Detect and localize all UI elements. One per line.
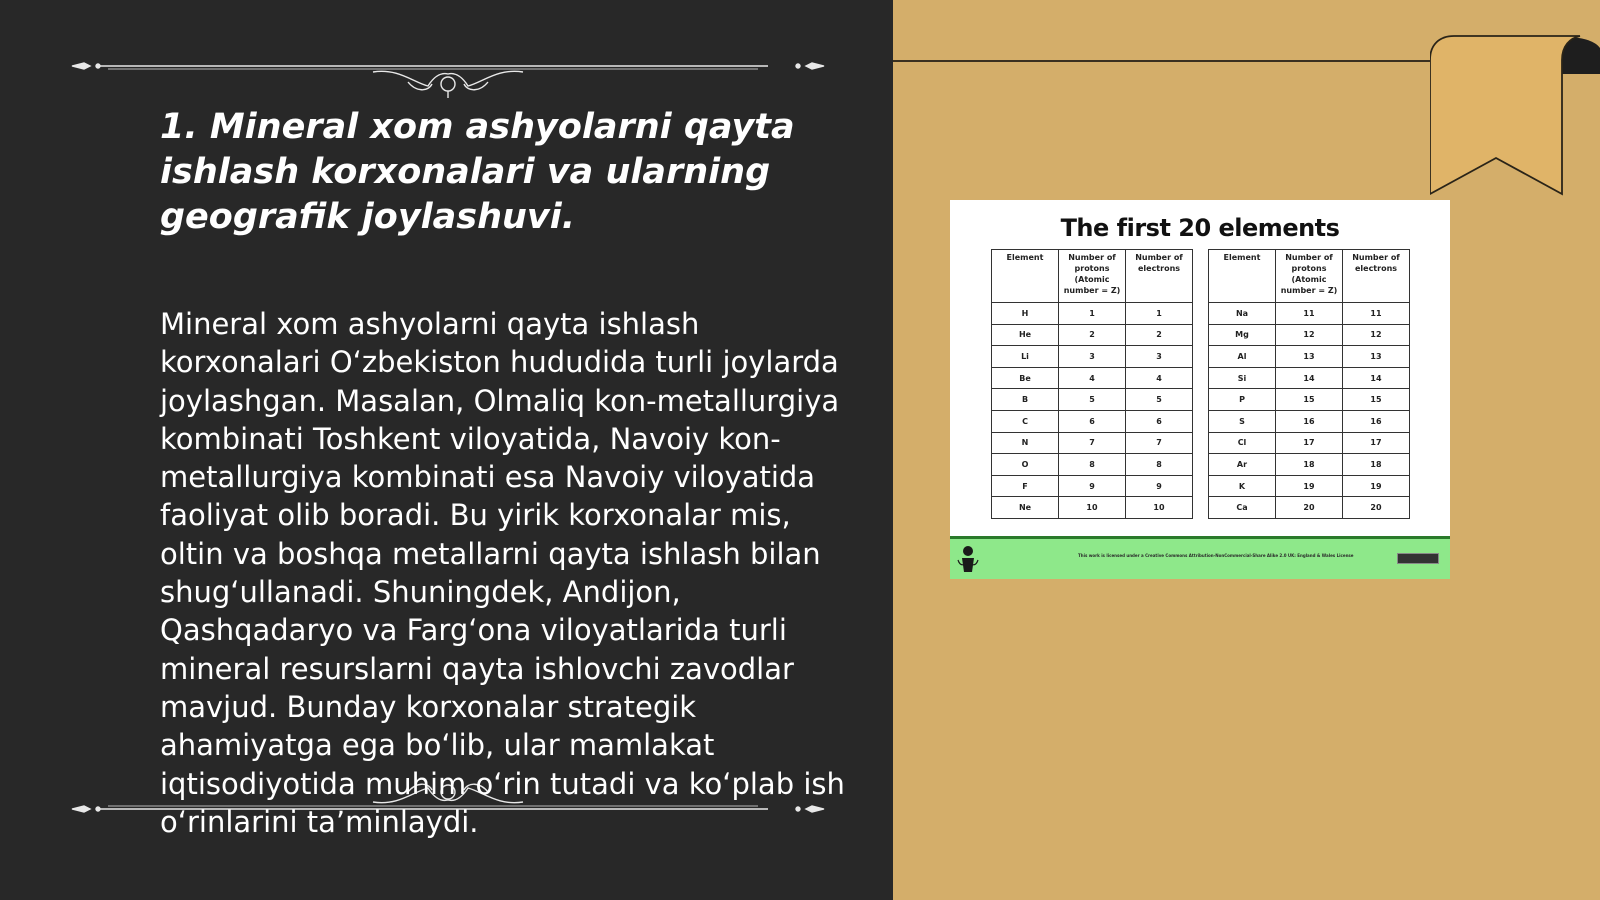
- element-symbol-cell: F: [992, 475, 1059, 497]
- proton-count-cell: 19: [1276, 475, 1343, 497]
- header-element: Element: [992, 250, 1059, 303]
- electron-count-cell: 10: [1126, 497, 1193, 519]
- header-electrons: Number of electrons: [1126, 250, 1193, 303]
- table-row: [992, 454, 1193, 476]
- proton-count-cell: 5: [1059, 389, 1126, 411]
- element-symbol-cell: Be: [992, 367, 1059, 389]
- element-symbol-cell: Ne: [992, 497, 1059, 519]
- header-electrons: Number of electrons: [1343, 250, 1410, 303]
- electron-count-cell: 8: [1126, 454, 1193, 476]
- proton-count-cell: 2: [1059, 324, 1126, 346]
- proton-count-cell: 7: [1059, 432, 1126, 454]
- element-symbol-cell: O: [992, 454, 1059, 476]
- proton-count-cell: 1: [1059, 303, 1126, 325]
- electron-count-cell: 19: [1343, 475, 1410, 497]
- proton-count-cell: 4: [1059, 367, 1126, 389]
- proton-count-cell: 17: [1276, 432, 1343, 454]
- table-row: [1209, 346, 1410, 368]
- table-row: [1209, 324, 1410, 346]
- electron-count-cell: 6: [1126, 410, 1193, 432]
- top-ornament-divider: [68, 38, 828, 98]
- proton-count-cell: 20: [1276, 497, 1343, 519]
- table-row: [992, 367, 1193, 389]
- slide-body-text: Mineral xom ashyolarni qayta ishlash korxonalari O‘zbekiston hududida turli joylarda joylashgan. Masalan, Olmaliq kon-metallurgiya kombinati Toshkent viloyatida, Navoiy kon-metallurgiya kombinati esa Navoiy viloyatida faoliyat olib boradi. Bu yirik korxonalar mis, oltin va boshqa metallarni qayta ishlash bilan shug‘ullanadi. Shuningdek, Andijon, Qashqadaryo va Farg‘ona viloyatlarida turli mineral resurslarni qayta ishlovchi zavodlar mavjud. Bunday korxonalar strategik ahamiyatga ega bo‘lib, ular mamlakat iqtisodiyotida muhim o‘rin tutadi va ko‘plab ish o‘rinlarini ta’minlaydi.: [160, 307, 845, 839]
- table-row: [1209, 475, 1410, 497]
- element-symbol-cell: Ca: [1209, 497, 1276, 519]
- electron-count-cell: 14: [1343, 367, 1410, 389]
- element-symbol-cell: B: [992, 389, 1059, 411]
- proton-count-cell: 10: [1059, 497, 1126, 519]
- electron-count-cell: 9: [1126, 475, 1193, 497]
- proton-count-cell: 14: [1276, 367, 1343, 389]
- element-symbol-cell: Mg: [1209, 324, 1276, 346]
- proton-count-cell: 6: [1059, 410, 1126, 432]
- element-symbol-cell: N: [992, 432, 1059, 454]
- table-row: [1209, 432, 1410, 454]
- proton-count-cell: 18: [1276, 454, 1343, 476]
- table-row: [992, 497, 1193, 519]
- figure-logo-icon: [956, 544, 980, 574]
- electron-count-cell: 12: [1343, 324, 1410, 346]
- table-row: [1209, 367, 1410, 389]
- proton-count-cell: 3: [1059, 346, 1126, 368]
- electron-count-cell: 20: [1343, 497, 1410, 519]
- proton-count-cell: 16: [1276, 410, 1343, 432]
- header-element: Element: [1209, 250, 1276, 303]
- element-symbol-cell: He: [992, 324, 1059, 346]
- license-text: This work is licensed under a Creative Commons Attribution-NonCommercial-Share Alike 2.0 UK: England & Wales License: [1078, 553, 1354, 558]
- cc-license-badge-icon: [1397, 553, 1439, 564]
- elements-table-1-10: [991, 249, 1193, 519]
- table-row: [992, 303, 1193, 325]
- header-protons: Number of protons (Atomic number = Z): [1059, 250, 1126, 303]
- proton-count-cell: 13: [1276, 346, 1343, 368]
- header-protons: Number of protons (Atomic number = Z): [1276, 250, 1343, 303]
- table-row: [992, 389, 1193, 411]
- electron-count-cell: 5: [1126, 389, 1193, 411]
- element-symbol-cell: K: [1209, 475, 1276, 497]
- electron-count-cell: 16: [1343, 410, 1410, 432]
- license-footer: [950, 536, 1450, 579]
- table-row: [992, 346, 1193, 368]
- table-row: [992, 410, 1193, 432]
- proton-count-cell: 12: [1276, 324, 1343, 346]
- element-symbol-cell: Li: [992, 346, 1059, 368]
- electron-count-cell: 2: [1126, 324, 1193, 346]
- table-row: [1209, 454, 1410, 476]
- electron-count-cell: 15: [1343, 389, 1410, 411]
- table-row: [1209, 303, 1410, 325]
- electron-count-cell: 17: [1343, 432, 1410, 454]
- element-symbol-cell: H: [992, 303, 1059, 325]
- element-symbol-cell: Cl: [1209, 432, 1276, 454]
- element-symbol-cell: C: [992, 410, 1059, 432]
- electron-count-cell: 11: [1343, 303, 1410, 325]
- element-symbol-cell: Si: [1209, 367, 1276, 389]
- image-title: The first 20 elements: [1060, 214, 1340, 242]
- table-row: [1209, 497, 1410, 519]
- electron-count-cell: 18: [1343, 454, 1410, 476]
- proton-count-cell: 11: [1276, 303, 1343, 325]
- proton-count-cell: 9: [1059, 475, 1126, 497]
- electron-count-cell: 4: [1126, 367, 1193, 389]
- element-symbol-cell: Na: [1209, 303, 1276, 325]
- table-row: [1209, 410, 1410, 432]
- slide-title: 1. Mineral xom ashyolarni qayta ishlash korxonalari va ularning geografik joylashuvi.: [160, 107, 795, 237]
- elements-table-11-20: [1208, 249, 1410, 519]
- proton-count-cell: 8: [1059, 454, 1126, 476]
- electron-count-cell: 13: [1343, 346, 1410, 368]
- proton-count-cell: 15: [1276, 389, 1343, 411]
- electron-count-cell: 1: [1126, 303, 1193, 325]
- table-row: [992, 432, 1193, 454]
- element-symbol-cell: P: [1209, 389, 1276, 411]
- element-symbol-cell: Ar: [1209, 454, 1276, 476]
- table-row: [992, 475, 1193, 497]
- bookmark-ribbon-icon: [1430, 34, 1600, 204]
- table-row: [992, 324, 1193, 346]
- table-row: [1209, 389, 1410, 411]
- electron-count-cell: 3: [1126, 346, 1193, 368]
- element-symbol-cell: Al: [1209, 346, 1276, 368]
- electron-count-cell: 7: [1126, 432, 1193, 454]
- periodic-elements-image: [950, 200, 1450, 576]
- element-symbol-cell: S: [1209, 410, 1276, 432]
